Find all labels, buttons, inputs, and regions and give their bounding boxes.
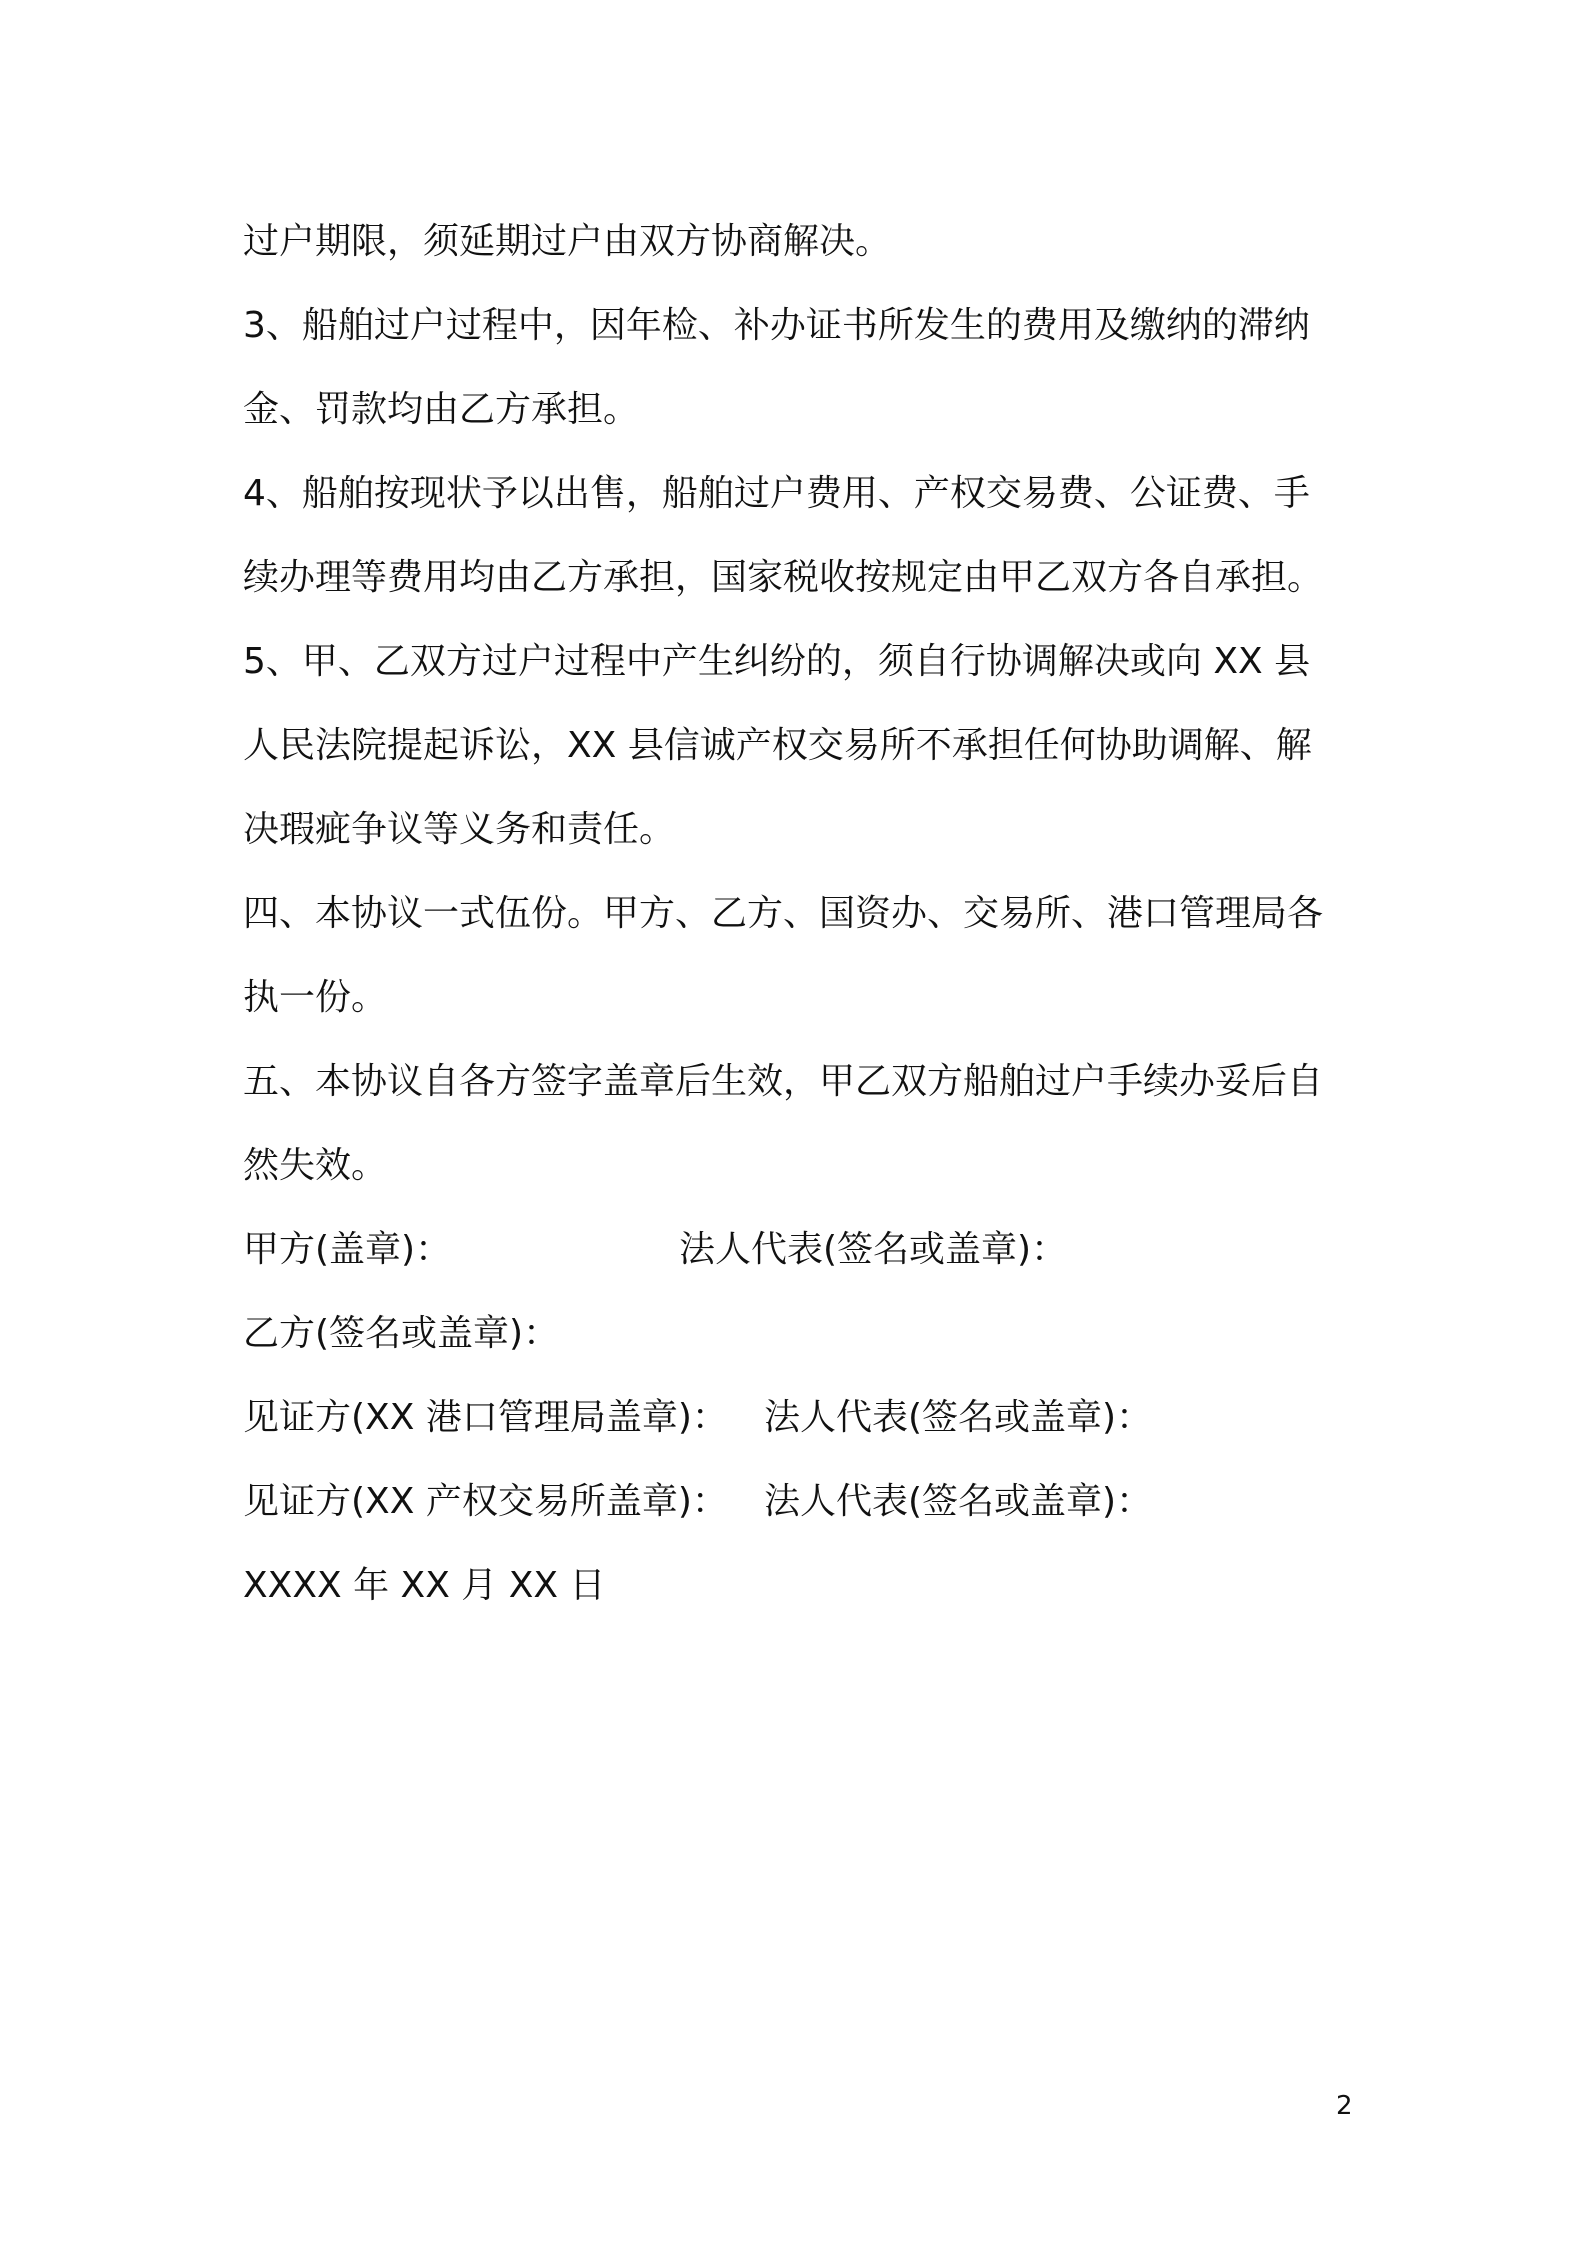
paragraph-line: 执一份。	[243, 977, 388, 1018]
paragraph-line: 五、本协议自各方签字盖章后生效，甲乙双方船舶过户手续办妥后自	[243, 1061, 1324, 1102]
paragraph-line: 过户期限，须延期过户由双方协商解决。	[243, 221, 892, 262]
signature-row-witness-exchange	[243, 1460, 1353, 1544]
party-b-signature-label: 乙方(签名或盖章)：	[243, 1313, 560, 1354]
paragraph-line: 续办理等费用均由乙方承担，国家税收按规定由甲乙双方各自承担。	[243, 557, 1324, 598]
paragraph-line: 决瑕疵争议等义务和责任。	[243, 809, 676, 850]
paragraph-line: 四、本协议一式伍份。甲方、乙方、国资办、交易所、港口管理局各	[243, 893, 1324, 934]
paragraph-line: 人民法院提起诉讼，XX 县信诚产权交易所不承担任何协助调解、解	[243, 725, 1312, 766]
signature-row-witness-port	[243, 1376, 1353, 1460]
witness-port-rep-label: 法人代表(签名或盖章)：	[764, 1397, 1153, 1438]
signature-row-party-b	[243, 1292, 1353, 1376]
witness-exchange-rep-label: 法人代表(签名或盖章)：	[764, 1481, 1153, 1522]
signature-row-party-a	[243, 1208, 1353, 1292]
party-a-seal-label: 甲方(盖章)：	[243, 1229, 452, 1270]
paragraph-line: 5、甲、乙双方过户过程中产生纠纷的，须自行协调解决或向 XX 县	[243, 641, 1311, 682]
party-a-rep-label: 法人代表(签名或盖章)：	[679, 1229, 1068, 1270]
document-date: XXXX 年 XX 月 XX 日	[243, 1565, 606, 1606]
witness-port-label: 见证方(XX 港口管理局盖章)：	[243, 1397, 728, 1438]
document-body	[243, 200, 1353, 1628]
paragraph-line: 3、船舶过户过程中，因年检、补办证书所发生的费用及缴纳的滞纳	[243, 305, 1310, 346]
paragraph-line: 金、罚款均由乙方承担。	[243, 389, 640, 430]
page-number: 2	[1336, 2091, 1353, 2121]
witness-exchange-label: 见证方(XX 产权交易所盖章)：	[243, 1481, 728, 1522]
paragraph-line: 4、船舶按现状予以出售，船舶过户费用、产权交易费、公证费、手	[243, 473, 1310, 514]
paragraph-line: 然失效。	[243, 1145, 388, 1186]
